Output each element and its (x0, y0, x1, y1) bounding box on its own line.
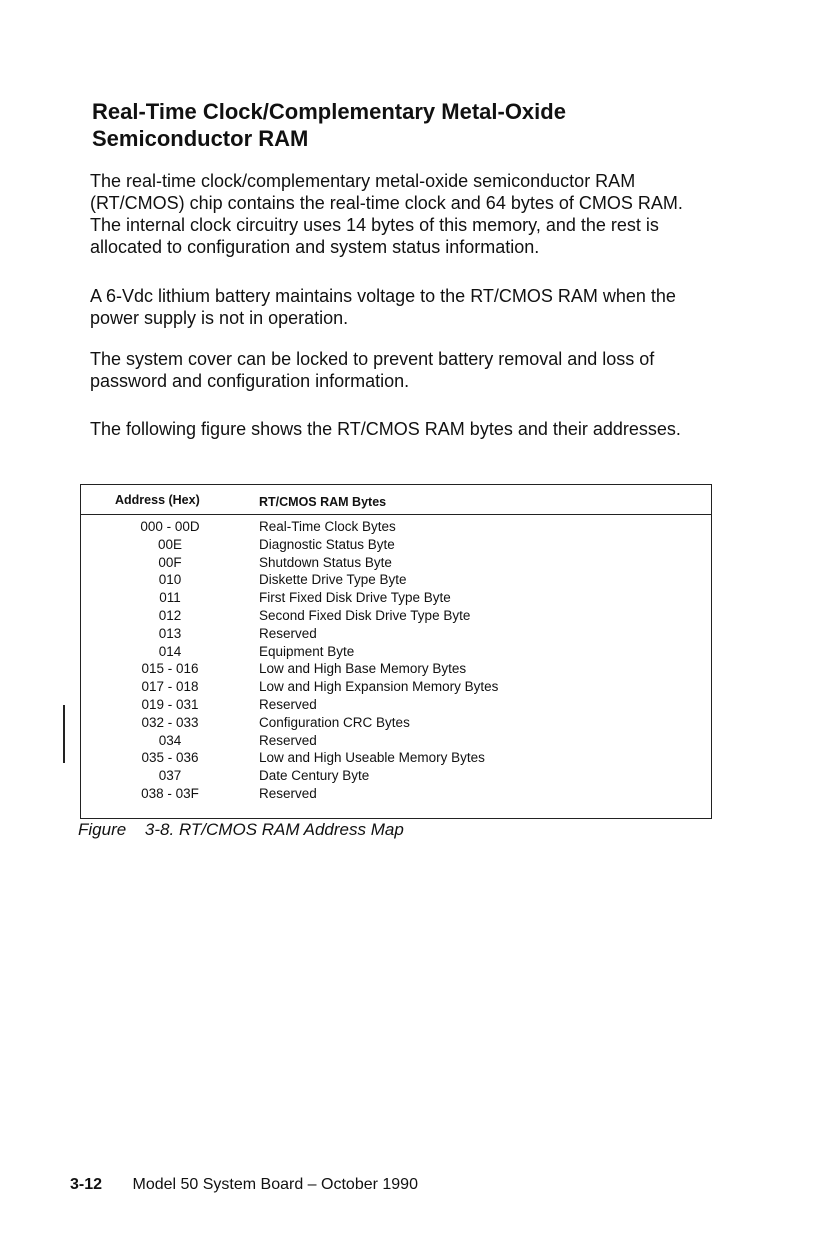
cell-bytes: Low and High Useable Memory Bytes (259, 750, 485, 766)
caption-number: 3-8. (144, 820, 175, 839)
cell-bytes: First Fixed Disk Drive Type Byte (259, 590, 451, 606)
cell-address: 011 (159, 590, 181, 606)
cell-address: 00E (157, 536, 183, 552)
table-row (81, 786, 711, 804)
section-title-line-2: Semiconductor RAM (92, 126, 309, 151)
cell-bytes: Reserved (259, 696, 317, 712)
table-row (81, 715, 711, 733)
cell-bytes: Date Century Byte (259, 768, 370, 784)
cell-bytes: Second Fixed Disk Drive Type Byte (259, 607, 471, 623)
footer-text: Model 50 System Board – October 1990 (132, 1176, 418, 1193)
cell-address: 019 - 031 (141, 696, 199, 712)
cell-address: 017 - 018 (141, 679, 199, 695)
header-address: Address (Hex) (115, 493, 200, 507)
cell-address: 00F (158, 554, 182, 570)
paragraph-battery: A 6-Vdc lithium battery maintains voltage to the RT/CMOS RAM when the power supply is not in operation. (90, 286, 676, 328)
paragraph-figure-intro: The following figure shows the RT/CMOS RAM bytes and their addresses. (90, 419, 681, 439)
cell-address: 035 - 036 (141, 750, 199, 766)
address-map-table (80, 484, 712, 819)
table-row (81, 661, 711, 679)
table-row (81, 572, 711, 590)
header-bytes: RT/CMOS RAM Bytes (259, 495, 387, 509)
table-row (81, 644, 711, 662)
cell-address: 034 (158, 732, 182, 748)
cell-address: 012 (158, 607, 182, 623)
cell-bytes: Reserved (259, 625, 317, 641)
table-row (81, 555, 711, 573)
table-row (81, 608, 711, 626)
paragraph-cover-lock: The system cover can be locked to prevent battery removal and loss of password and configuration information. (90, 349, 655, 391)
table-row (81, 750, 711, 768)
cell-bytes: Reserved (259, 732, 317, 748)
cell-address: 014 (158, 643, 182, 659)
table-row (81, 679, 711, 697)
page-footer (70, 1176, 418, 1194)
figure-caption (78, 820, 404, 840)
revision-bar (63, 705, 65, 763)
cell-address: 013 (158, 625, 182, 641)
cell-bytes: Diskette Drive Type Byte (259, 572, 407, 588)
table-body (81, 519, 711, 804)
page-number: 3-12 (70, 1176, 103, 1193)
cell-bytes: Configuration CRC Bytes (259, 714, 410, 730)
section-title (92, 98, 652, 152)
cell-bytes: Shutdown Status Byte (259, 554, 392, 570)
caption-label: Figure (78, 820, 127, 839)
cell-address: 038 - 03F (141, 785, 199, 801)
cell-bytes: Equipment Byte (259, 643, 355, 659)
table-row (81, 590, 711, 608)
paragraph-intro: The real-time clock/complementary metal-oxide semiconductor RAM (RT/CMOS) chip contains the real-time clock and 64 bytes of CMOS RAM. The internal clock circuitry uses 14 bytes of this memory, and the rest is allocated to configuration and system status information. (90, 171, 683, 257)
cell-bytes: Real-Time Clock Bytes (259, 519, 396, 534)
table-row (81, 768, 711, 786)
cell-address: 000 - 00D (140, 519, 200, 534)
caption-text: RT/CMOS RAM Address Map (178, 820, 404, 839)
section-title-line-1: Real-Time Clock/Complementary Metal-Oxide (92, 99, 566, 124)
cell-address: 015 - 016 (141, 661, 199, 677)
table-row (81, 537, 711, 555)
cell-bytes: Low and High Base Memory Bytes (259, 661, 467, 677)
table-row (81, 626, 711, 644)
cell-address: 010 (158, 572, 182, 588)
table-row (81, 519, 711, 537)
cell-bytes: Reserved (259, 785, 317, 801)
cell-address: 037 (158, 768, 182, 784)
table-row (81, 697, 711, 715)
cell-bytes: Low and High Expansion Memory Bytes (259, 679, 499, 695)
table-row (81, 733, 711, 751)
cell-address: 032 - 033 (141, 714, 199, 730)
cell-bytes: Diagnostic Status Byte (259, 536, 395, 552)
table-header (81, 485, 711, 515)
